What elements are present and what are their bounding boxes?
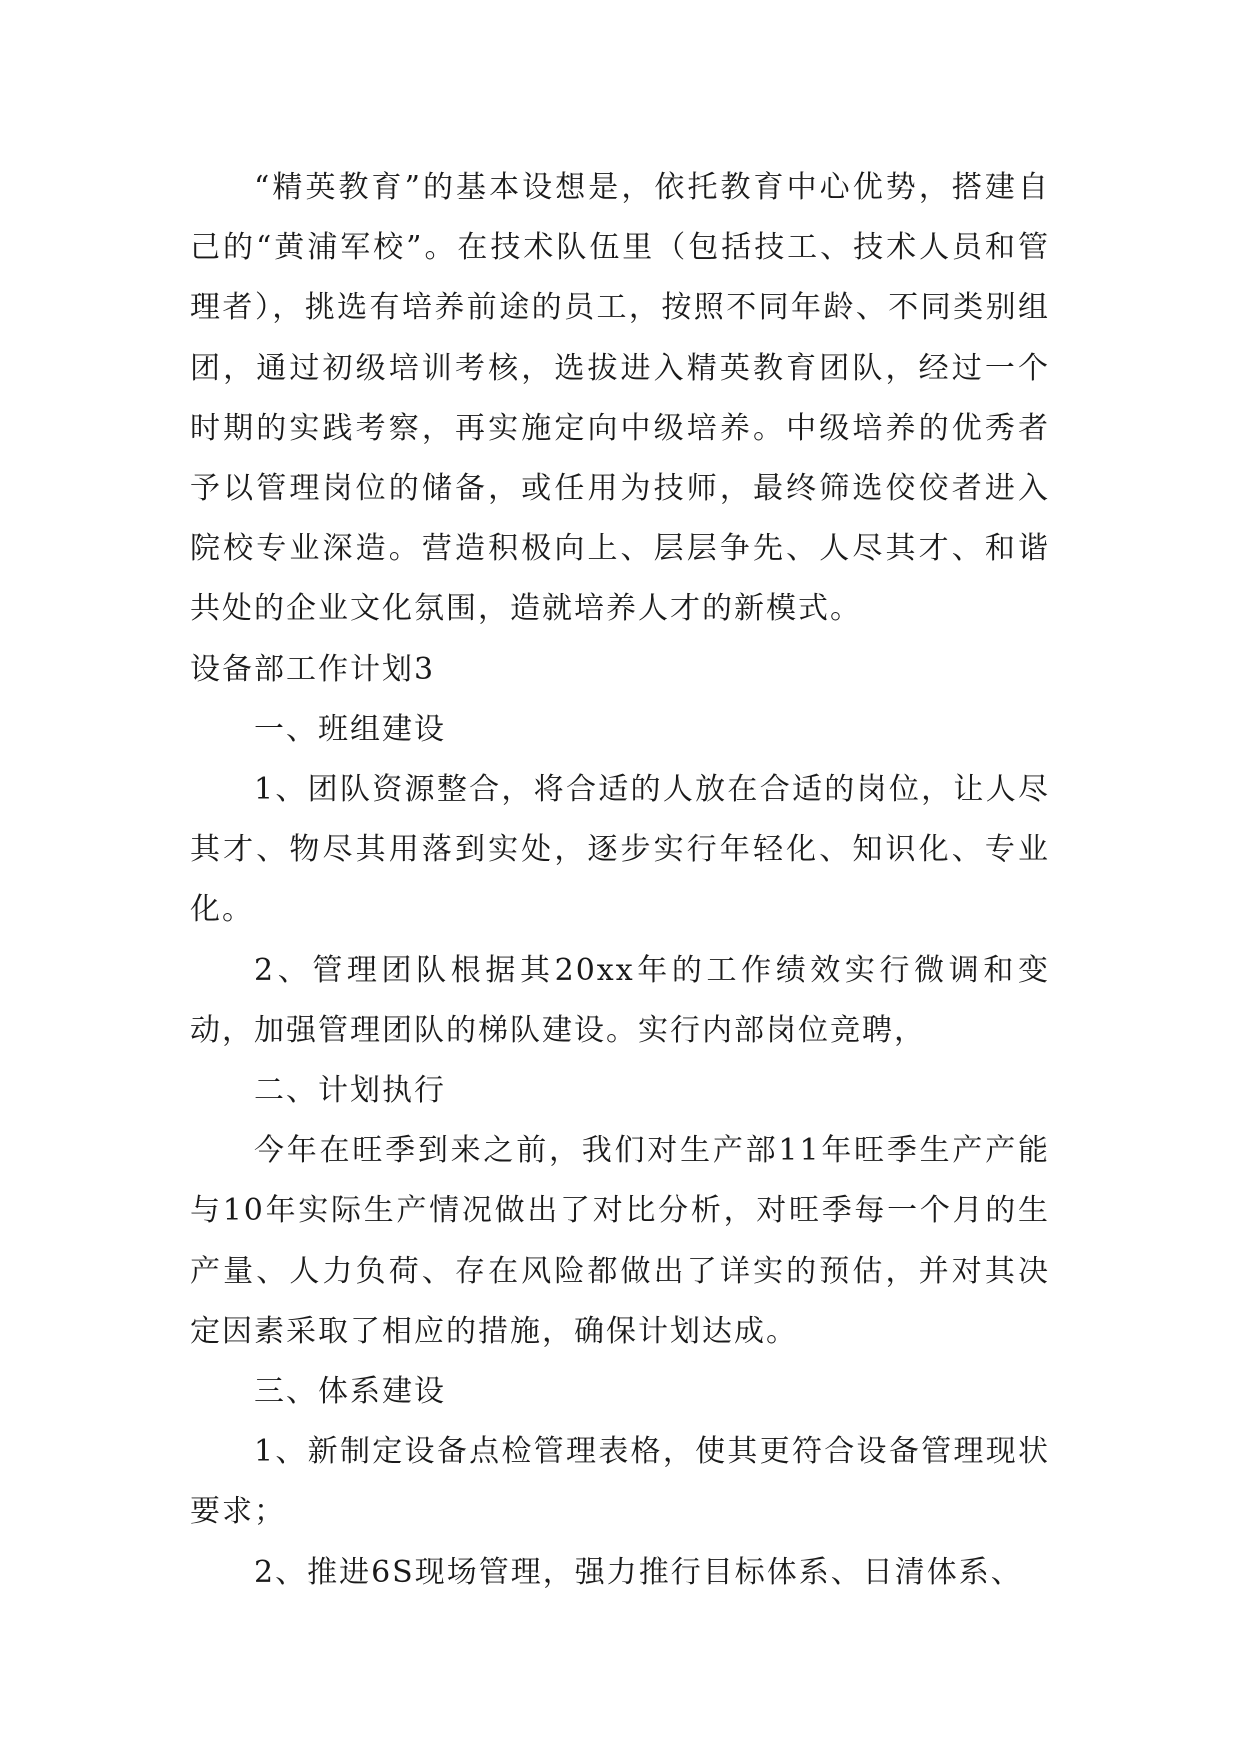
heading-team-building: 一、班组建设 bbox=[254, 711, 446, 747]
paragraph-management-team: 2、管理团队根据其20xx年的工作绩效实行微调和变动，加强管理团队的梯队建设。实行内部岗位竞聘， bbox=[190, 952, 1050, 1048]
section-title: 设备部工作计划3 bbox=[190, 651, 436, 687]
paragraph-6s-management: 2、推进6S现场管理，强力推行目标体系、日清体系、 bbox=[254, 1554, 1023, 1590]
heading-system-building: 三、体系建设 bbox=[254, 1374, 446, 1410]
paragraph-inspection-forms: 1、新制定设备点检管理表格，使其更符合设备管理现状要求； bbox=[190, 1434, 1050, 1530]
document-body bbox=[190, 158, 1050, 1603]
heading-plan-execution: 二、计划执行 bbox=[254, 1073, 446, 1109]
paragraph-elite-education: “精英教育”的基本设想是，依托教育中心优势，搭建自己的“黄浦军校”。在技术队伍里（包括技工、技术人员和管理者），挑选有培养前途的员工，按照不同年龄、不同类别组团，通过初级培训考核，选拔进入精英教育团队，经过一个时期的实践考察，再实施定向中级培养。中级培养的优秀者予以管理岗位的储备，或任用为技师，最终筛选佼佼者进入院校专业深造。营造积极向上、层层争先、人尽其才、和谐共处的企业文化氛围，造就培养人才的新模式。 bbox=[190, 170, 1050, 627]
paragraph-team-resources: 1、团队资源整合，将合适的人放在合适的岗位，让人尽其才、物尽其用落到实处，逐步实行年轻化、知识化、专业化。 bbox=[190, 772, 1050, 928]
paragraph-peak-season: 今年在旺季到来之前，我们对生产部11年旺季生产产能与10年实际生产情况做出了对比分析，对旺季每一个月的生产量、人力负荷、存在风险都做出了详实的预估，并对其决定因素采取了相应的措施，确保计划达成。 bbox=[190, 1133, 1050, 1349]
